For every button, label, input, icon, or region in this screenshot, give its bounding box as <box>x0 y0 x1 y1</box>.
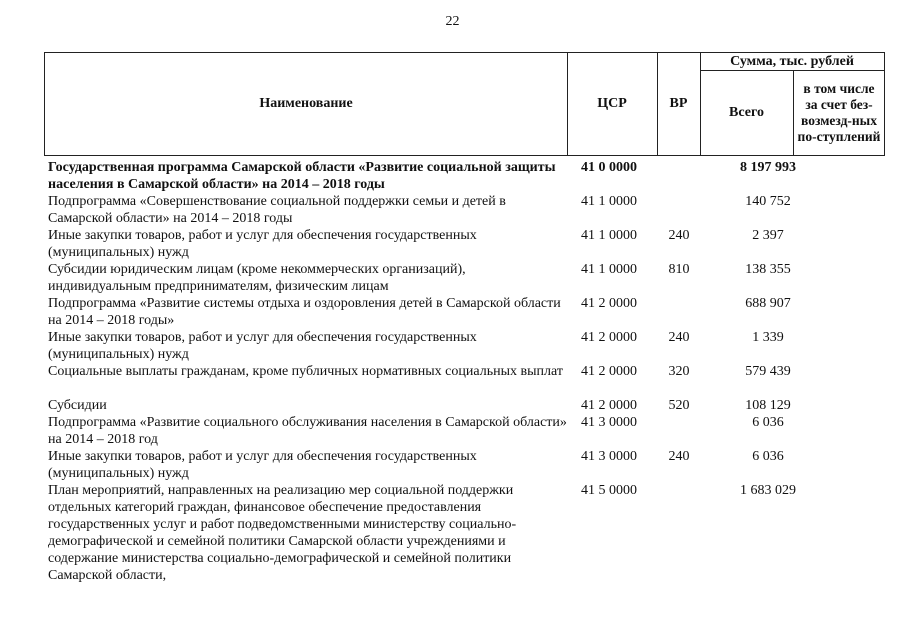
row-csr: 41 1 0000 <box>581 194 637 209</box>
header-total: Всего <box>729 105 764 120</box>
row-total: 579 439 <box>745 364 791 379</box>
row-name: Субсидии юридическим лицам (кроме некоммерческих организаций), индивидуальным предпринимателям, физическим лицам <box>48 262 466 294</box>
row-total: 8 197 993 <box>740 160 796 175</box>
header-csr: ЦСР <box>597 96 627 111</box>
row-csr: 41 3 0000 <box>581 415 637 430</box>
row-csr: 41 2 0000 <box>581 296 637 311</box>
header-gratuitous: в том числе за счет без-возмезд-ных по-ступлений <box>797 81 881 144</box>
row-csr: 41 3 0000 <box>581 449 637 464</box>
row-total: 1 339 <box>752 330 784 345</box>
row-total: 1 683 029 <box>740 483 796 498</box>
header-name: Наименование <box>259 96 353 111</box>
row-csr: 41 5 0000 <box>581 483 637 498</box>
row-total: 140 752 <box>745 194 791 209</box>
table-header <box>44 52 885 156</box>
row-total: 6 036 <box>752 449 784 464</box>
row-vr: 240 <box>668 228 690 243</box>
row-name: Иные закупки товаров, работ и услуг для обеспечения государственных (муниципальных) нужд <box>48 228 477 260</box>
row-csr: 41 2 0000 <box>581 398 637 413</box>
row-total: 688 907 <box>745 296 791 311</box>
row-vr: 240 <box>668 449 690 464</box>
row-vr: 520 <box>668 398 690 413</box>
row-vr: 240 <box>668 330 690 345</box>
header-sum: Сумма, тыс. рублей <box>730 53 854 69</box>
row-vr: 810 <box>668 262 690 277</box>
row-name: Подпрограмма «Совершенствование социальной поддержки семьи и детей в Самарской области» на 2014 – 2018 годы <box>48 194 506 226</box>
row-csr: 41 1 0000 <box>581 228 637 243</box>
row-name: Подпрограмма «Развитие системы отдыха и оздоровления детей в Самарской области на 2014 – 2018 годы» <box>48 296 561 328</box>
row-name: План мероприятий, направленных на реализацию мер социальной поддержки отдельных категорий граждан, финансовое обеспечение предоставления государственных услуг и работ подведомственными министерству социально-демографической и семейной политики Самарской области учреждениями и содержание министерства социально-демографической и семейной политики Самарской области, <box>48 483 517 583</box>
row-csr: 41 0 0000 <box>581 160 637 175</box>
page-number: 22 <box>445 14 460 29</box>
column-divider <box>793 70 794 155</box>
row-csr: 41 2 0000 <box>581 364 637 379</box>
row-name: Иные закупки товаров, работ и услуг для обеспечения государственных (муниципальных) нужд <box>48 330 477 362</box>
row-name: Подпрограмма «Развитие социального обслуживания населения в Самарской области» на 2014 – 2018 год <box>48 415 567 447</box>
row-csr: 41 2 0000 <box>581 330 637 345</box>
row-csr: 41 1 0000 <box>581 262 637 277</box>
row-vr: 320 <box>668 364 690 379</box>
row-total: 6 036 <box>752 415 784 430</box>
row-total: 138 355 <box>745 262 791 277</box>
row-name: Социальные выплаты гражданам, кроме публичных нормативных социальных выплат <box>48 364 563 379</box>
row-name: Государственная программа Самарской области «Развитие социальной защиты населения в Самарской области» на 2014 – 2018 годы <box>48 160 556 192</box>
row-name: Иные закупки товаров, работ и услуг для обеспечения государственных (муниципальных) нужд <box>48 449 477 481</box>
row-total: 108 129 <box>745 398 791 413</box>
row-name: Субсидии <box>48 398 107 413</box>
row-total: 2 397 <box>752 228 784 243</box>
header-vr: ВР <box>669 96 688 111</box>
